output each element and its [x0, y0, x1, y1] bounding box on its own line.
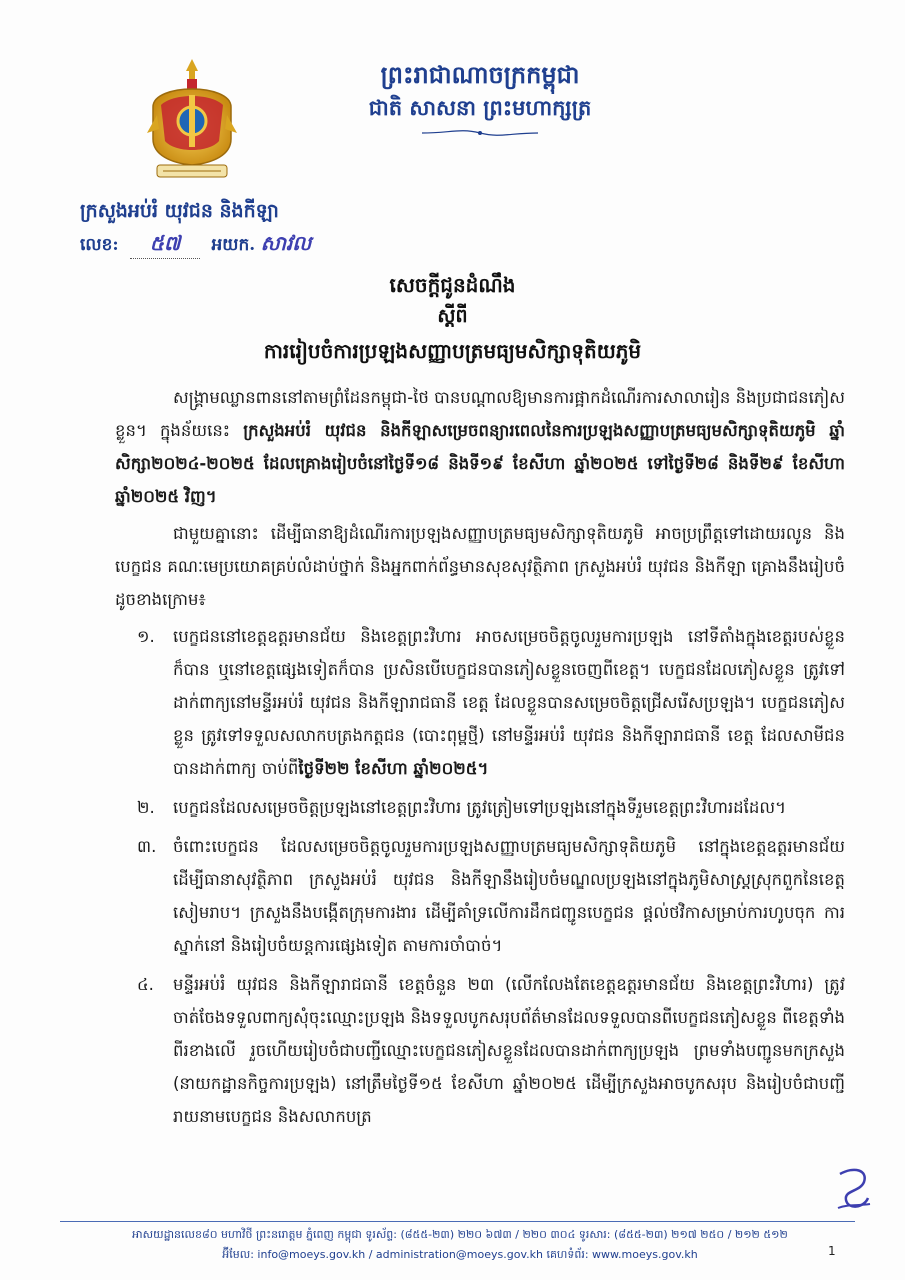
reference-code: សាវល	[260, 231, 312, 255]
paragraph-measures: ជាមួយគ្នានោះ ដើម្បីធានាឱ្យដំណើរការប្រឡងសញ្ញាបត្រមធ្យមសិក្សាទុតិយភូមិ អាចប្រព្រឹត្តទៅដោយរលូន និងបេក្ខជន គណៈមេប្រយោគគ្រប់លំដាប់ថ្នាក់ និងអ្នកពាក់ព័ន្ធមានសុខសុវត្ថិភាព ក្រសួងអប់រំ យុវជន និងកីឡា គ្រោងនឹងរៀបចំដូចខាងក្រោម៖	[115, 524, 845, 609]
document-subject: ការរៀបចំការប្រឡងសញ្ញាបត្រមធ្យមសិក្សាទុតិយភូមិ	[263, 339, 642, 363]
list-item-number: ១.	[137, 627, 155, 646]
ministry-emblem-icon	[143, 55, 241, 183]
ornament-divider-icon	[420, 127, 540, 139]
reference-number: ៥៧	[130, 228, 200, 259]
list-item	[115, 620, 845, 785]
reference-line	[80, 228, 311, 260]
list-item	[115, 791, 845, 824]
paragraph-intro	[115, 381, 845, 513]
list-item-bold: ថ្ងៃទី២២ ខែសីហា ឆ្នាំ២០២៥។	[298, 759, 489, 778]
paragraph-intro-bold: ក្រសួងអប់រំ យុវជន និងកីឡាសម្រេចពន្យារពេលនៃការប្រឡងសញ្ញាបត្រមធ្យមសិក្សាទុតិយភូមិ ឆ្នាំសិក្សា២០២៤-២០២៥ ដែលគ្រោងរៀបចំនៅថ្ងៃទី១៨ និងទី១៩ ខែសីហា ឆ្នាំ២០២៥ ទៅថ្ងៃទី២៨ និងទី២៩ ខែសីហា ឆ្នាំ២០២៥ វិញ។	[115, 421, 845, 506]
footer-address: អាសយដ្ឋានលេខ៨០ មហាវិថី ព្រះនរោត្តម ភ្នំពេញ កម្ពុជា ទូរស័ព្ទ: (៨៥៥-២៣) ២២០ ៦៧៣ / ២២០ ៣០៤ ទូរសារ: (៨៥៥-២៣) ២១៧ ២៥០ / ២១២ ៥១២	[132, 1228, 788, 1241]
list-item-number: ៤.	[137, 975, 154, 994]
footer-divider	[60, 1221, 855, 1222]
list-item	[115, 830, 845, 962]
reference-label: លេខ:	[80, 235, 119, 255]
list-item	[115, 968, 845, 1133]
measures-list	[115, 620, 845, 1133]
document-subtitle-about: ស្តីពី	[437, 305, 468, 327]
kingdom-name: ព្រះរាជាណាចក្រកម្ពុជា	[380, 60, 580, 89]
list-item-number: ២.	[137, 798, 155, 817]
list-item-text: ចំពោះបេក្ខជន ដែលសម្រេចចិត្តចូលរួមការប្រឡងសញ្ញាបត្រមធ្យមសិក្សាទុតិយភូមិ នៅក្នុងខេត្តឧត្តរមានជ័យ ដើម្បីធានាសុវត្ថិភាព ក្រសួងអប់រំ យុវជន និងកីឡានឹងរៀបចំមណ្ឌលប្រឡងនៅក្នុងភូមិសាស្ត្រស្រុកពួកនៃខេត្តសៀមរាប។ ក្រសួងនឹងបង្កើតក្រុមការងារ ដើម្បីគាំទ្រលើការដឹកជញ្ជូនបេក្ខជន ផ្តល់ថវិកាសម្រាប់ការហូបចុក ការស្នាក់នៅ និងរៀបចំយន្តការផ្សេងទៀត តាមការចាំបាច់។	[173, 837, 845, 955]
footer-contact: អ៊ីមែល: info@moeys.gov.kh / administration@moeys.gov.kh គេហទំព័រ: www.moeys.gov.kh	[222, 1248, 698, 1261]
footer	[60, 1225, 860, 1265]
paragraph-intro-plain: សង្គ្រាមឈ្លានពាននៅតាមព្រំដែនកម្ពុជា-ថៃ បានបណ្តាលឱ្យមានការផ្អាកដំណើរការសាលារៀន និងប្រជាជនភៀសខ្លួន។ ក្នុងន័យនេះ	[115, 388, 845, 440]
list-item-text: មន្ទីរអប់រំ យុវជន និងកីឡារាជធានី ខេត្តចំនួន ២៣ (លើកលែងតែខេត្តឧត្តរមានជ័យ និងខេត្តព្រះវិហារ) ត្រូវចាត់ចែងទទួលពាក្យសុំចុះឈ្មោះប្រឡង និងទទួលបូកសរុបព័ត៌មានដែលទទួលបានពីបេក្ខជនភៀសខ្លួន ពីខេត្តទាំងពីរខាងលើ រួចហើយរៀបចំជាបញ្ជីឈ្មោះបេក្ខជនភៀសខ្លួនដែលបានដាក់ពាក្យប្រឡង ព្រមទាំងបញ្ជូនមកក្រសួង (នាយកដ្ឋានកិច្ចការប្រឡង) នៅត្រឹមថ្ងៃទី១៥ ខែសីហា ឆ្នាំ២០២៥ ដើម្បីក្រសួងអាចបូកសរុប និងរៀបចំជាបញ្ជីរាយនាមបេក្ខជន និងសលាកបត្រ	[173, 975, 845, 1126]
initials-signature-icon	[834, 1164, 874, 1214]
document-title: សេចក្តីជូនដំណឹង	[389, 273, 516, 297]
reference-suffix: អយក.	[211, 235, 256, 255]
national-motto: ជាតិ សាសនា ព្រះមហាក្សត្រ	[368, 95, 592, 120]
page-number: 1	[828, 1244, 836, 1258]
list-item-text: បេក្ខជននៅខេត្តឧត្តរមានជ័យ និងខេត្តព្រះវិហារ អាចសម្រេចចិត្តចូលរួមការប្រឡង នៅទីតាំងក្នុងខេត្តរបស់ខ្លួនក៏បាន ឬនៅខេត្តផ្សេងទៀតក៏បាន ប្រសិនបើបេក្ខជនបានភៀសខ្លួនចេញពីខេត្ត។ បេក្ខជនដែលភៀសខ្លួន ត្រូវទៅដាក់ពាក្យនៅមន្ទីរអប់រំ យុវជន និងកីឡារាជធានី ខេត្ត ដែលខ្លួនបានសម្រេចចិត្តជ្រើសរើសប្រឡង។ បេក្ខជនភៀសខ្លួន ត្រូវទៅទទួលសលាកបត្រងកត្តជន (បោះពុម្ពថ្មី) នៅមន្ទីរអប់រំ យុវជន និងកីឡារាជធានី ខេត្ត ដែលសាមីជនបានដាក់ពាក្យ ចាប់ពី	[173, 627, 845, 778]
ministry-name: ក្រសួងអប់រំ យុវជន និងកីឡា	[80, 200, 279, 222]
list-item-text: បេក្ខជនដែលសម្រេចចិត្តប្រឡងនៅខេត្តព្រះវិហារ ត្រូវត្រៀមទៅប្រឡងនៅក្នុងទីរួមខេត្តព្រះវិហារដដែល។	[173, 798, 786, 817]
document-body	[115, 381, 845, 1139]
list-item-number: ៣.	[137, 837, 157, 856]
kingdom-header	[300, 58, 660, 143]
